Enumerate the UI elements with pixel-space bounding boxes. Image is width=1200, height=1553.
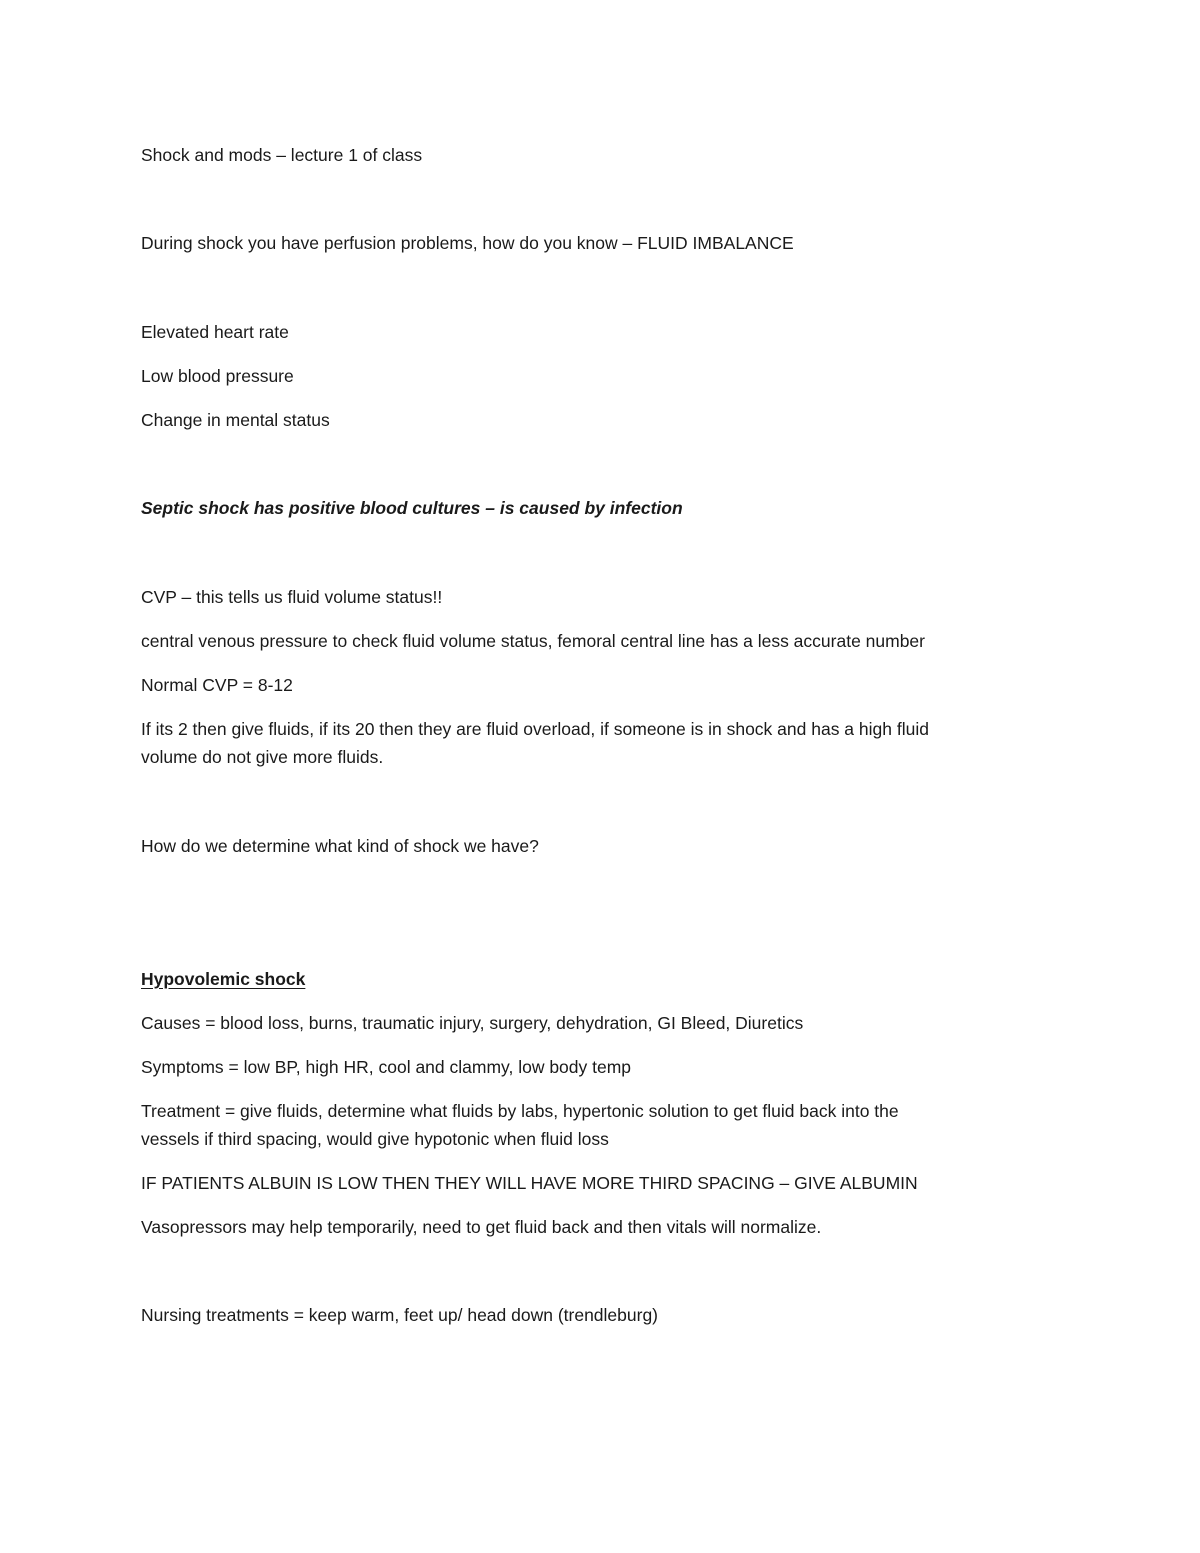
septic-note: Septic shock has positive blood cultures – is caused by infection [141, 498, 683, 518]
hypovolemic-causes: Causes = blood loss, burns, traumatic injury, surgery, dehydration, GI Bleed, Diuretics [141, 1013, 804, 1033]
sign-item: Change in mental status [141, 410, 330, 430]
albumin-note: IF PATIENTS ALBUIN IS LOW THEN THEY WILL HAVE MORE THIRD SPACING – GIVE ALBUMIN [141, 1173, 918, 1193]
shock-type-question: How do we determine what kind of shock we have? [141, 836, 539, 856]
cvp-normal: Normal CVP = 8-12 [141, 675, 293, 695]
hypovolemic-treatment-line-1: Treatment = give fluids, determine what fluids by labs, hypertonic solution to get fluid back into the [141, 1101, 899, 1121]
nursing-treatments: Nursing treatments = keep warm, feet up/ head down (trendleburg) [141, 1305, 659, 1325]
sign-item: Low blood pressure [141, 366, 294, 386]
cvp-interpretation-line-1: If its 2 then give fluids, if its 20 then they are fluid overload, if someone is in shock and has a high fluid [141, 719, 929, 739]
hypovolemic-symptoms: Symptoms = low BP, high HR, cool and clammy, low body temp [141, 1057, 632, 1077]
hypovolemic-treatment-line-2: vessels if third spacing, would give hypotonic when fluid loss [141, 1129, 609, 1149]
cvp-heading: CVP – this tells us fluid volume status!! [141, 587, 443, 607]
document-title: Shock and mods – lecture 1 of class [141, 145, 423, 165]
cvp-interpretation-line-2: volume do not give more fluids. [141, 747, 384, 767]
hypovolemic-heading: Hypovolemic shock [141, 969, 306, 989]
sign-item: Elevated heart rate [141, 322, 289, 342]
intro-line: During shock you have perfusion problems, how do you know – FLUID IMBALANCE [141, 233, 794, 253]
vasopressors-note: Vasopressors may help temporarily, need to get fluid back and then vitals will normalize. [141, 1217, 822, 1237]
cvp-description: central venous pressure to check fluid volume status, femoral central line has a less accurate number [141, 631, 925, 651]
